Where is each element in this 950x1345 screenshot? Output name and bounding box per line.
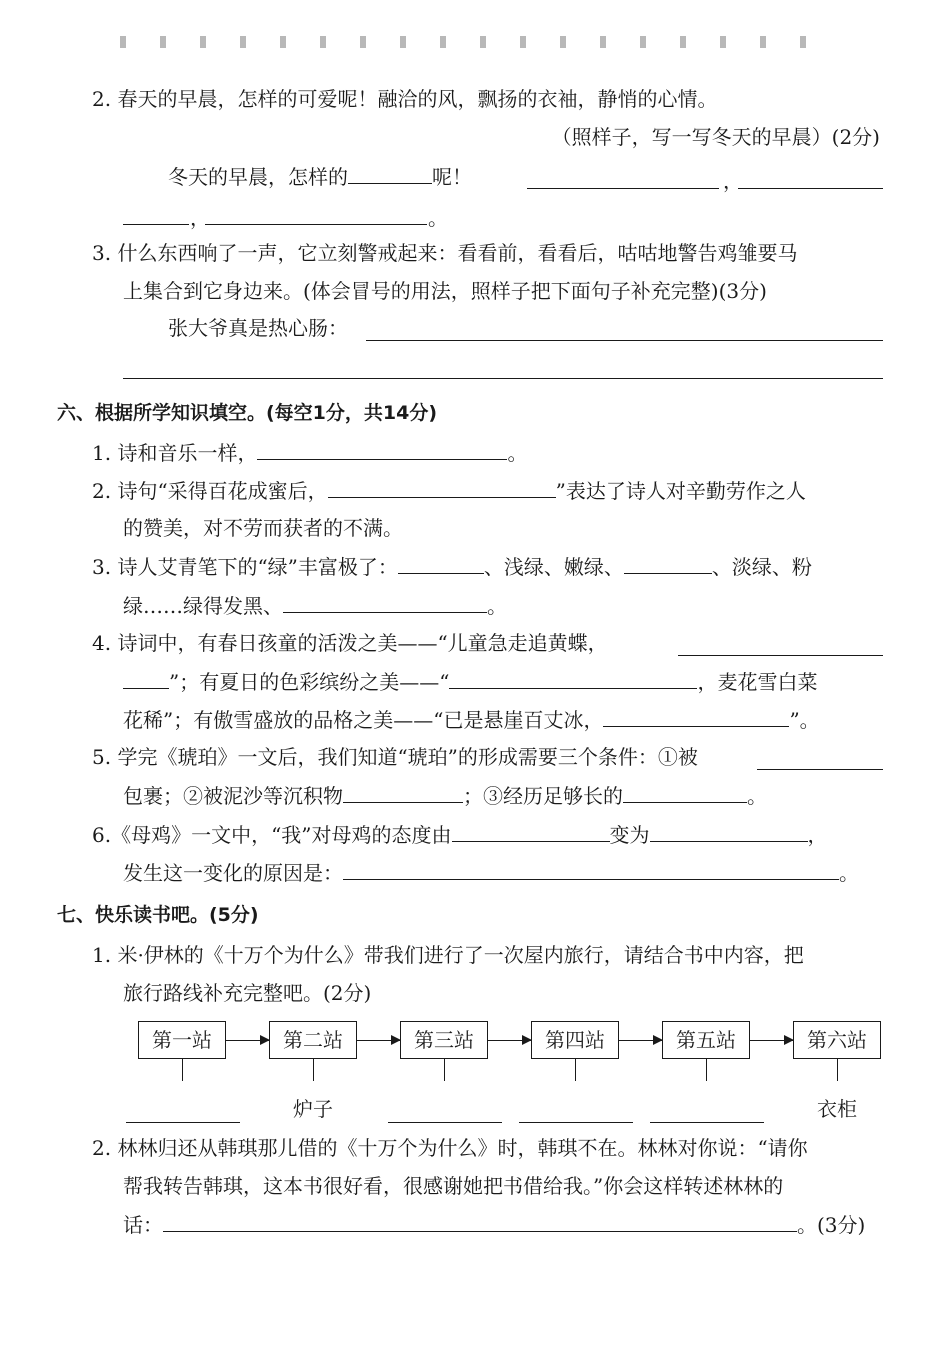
q6-6 — [92, 819, 828, 850]
q6-1 — [92, 437, 527, 468]
q7-2-line2: 帮我转告韩琪，这本书很好看，很感谢她把书借给我。”你会这样转述林林的 — [123, 1174, 784, 1198]
q6-6-line2 — [123, 857, 859, 888]
answer-blank[interactable] — [343, 780, 463, 803]
answer-blank[interactable] — [163, 1209, 797, 1232]
q6-3-line2 — [123, 590, 507, 621]
section-7-title: 七、快乐读书吧。(5分) — [57, 904, 259, 926]
connector-line — [444, 1059, 445, 1081]
answer-blank[interactable] — [603, 704, 789, 727]
q6-4-text-a: 4. 诗词中，有春日孩童的活泼之美——“儿童急走追黄蝶， — [92, 631, 608, 655]
station-answer-2: 炉子 — [293, 1097, 333, 1121]
q6-2-text-a: 2. 诗句“采得百花成蜜后， — [92, 479, 328, 503]
q6-3-text-b: 、浅绿、嫩绿、 — [483, 555, 624, 579]
answer-blank[interactable] — [257, 437, 507, 460]
q6-3-line2-text: 绿……绿得发黑、 — [123, 594, 283, 618]
q5-2-fill-line — [168, 161, 472, 192]
answer-blank[interactable] — [650, 819, 808, 842]
answer-blank[interactable] — [283, 590, 487, 613]
connector-line — [182, 1059, 183, 1081]
period: 。 — [747, 784, 767, 808]
arrow-icon — [619, 1040, 662, 1041]
answer-blank[interactable] — [527, 188, 719, 189]
arrow-icon — [226, 1040, 269, 1041]
connector-line — [837, 1059, 838, 1081]
q6-4-line3-b: ”。 — [789, 708, 820, 732]
q6-4-line2 — [123, 666, 817, 697]
answer-blank[interactable] — [398, 551, 484, 574]
q6-6-line2-text: 发生这一变化的原因是： — [123, 861, 343, 885]
answer-blank[interactable] — [650, 1122, 764, 1123]
connector-line — [313, 1059, 314, 1081]
q6-6-text-b: 变为 — [609, 823, 650, 847]
answer-blank[interactable] — [348, 161, 432, 184]
comma: ， — [723, 169, 743, 193]
q6-5-line2-b: ；③经历足够长的 — [463, 784, 623, 808]
comma: ， — [807, 823, 828, 847]
connector-line — [575, 1059, 576, 1081]
answer-blank[interactable] — [449, 666, 697, 689]
answer-blank[interactable] — [623, 780, 747, 803]
q6-5-text-a: 5. 学完《琥珀》一文后，我们知道“琥珀”的形成需要三个条件：①被 — [92, 745, 698, 769]
answer-blank[interactable] — [624, 551, 712, 574]
comma: ， — [190, 206, 210, 230]
q7-2-line3-a: 话： — [123, 1213, 163, 1237]
q6-4-line2-a: ”；有夏日的色彩缤纷之美——“ — [169, 670, 450, 694]
station-answer-6: 衣柜 — [817, 1097, 857, 1121]
q6-1-text: 1. 诗和音乐一样， — [92, 441, 258, 465]
q5-2-instruction: （照样子，写一写冬天的早晨）(2分) — [551, 125, 880, 149]
q6-4-line2-b: ，麦花雪白菜 — [697, 670, 818, 694]
answer-blank[interactable] — [126, 1122, 240, 1123]
answer-blank[interactable] — [519, 1122, 633, 1123]
answer-blank[interactable] — [388, 1122, 502, 1123]
arrow-icon — [357, 1040, 400, 1041]
station-box-5: 第五站 — [662, 1021, 750, 1059]
q7-1-line2: 旅行路线补充完整吧。(2分) — [123, 981, 372, 1005]
q6-4-line3 — [123, 704, 820, 735]
answer-blank[interactable] — [738, 188, 883, 189]
q7-2-line3-b: 。(3分) — [797, 1213, 866, 1237]
q6-3-text-c: 、淡绿、粉 — [711, 555, 812, 579]
q6-4 — [92, 628, 608, 658]
answer-blank[interactable] — [123, 378, 883, 379]
section-6-title: 六、根据所学知识填空。(每空1分，共14分) — [57, 402, 438, 424]
q6-6-text-a: 6.《母鸡》一文中，“我”对母鸡的态度由 — [92, 823, 452, 847]
station-box-2: 第二站 — [269, 1021, 357, 1059]
q6-4-line3-a: 花稀”；有傲雪盛放的品格之美——“已是悬崖百丈冰， — [123, 708, 604, 732]
q6-3-text-a: 3. 诗人艾青笔下的“绿”丰富极了： — [92, 555, 398, 579]
answer-blank[interactable] — [343, 857, 839, 880]
answer-blank[interactable] — [328, 475, 556, 498]
answer-blank[interactable] — [205, 224, 427, 225]
station-box-3: 第三站 — [400, 1021, 488, 1059]
connector-line — [706, 1059, 707, 1081]
q5-3-line2: 上集合到它身边来。(体会冒号的用法，照样子把下面句子补充完整)(3分) — [123, 279, 767, 303]
answer-blank[interactable] — [123, 666, 169, 689]
station-box-6: 第六站 — [793, 1021, 881, 1059]
q6-2 — [92, 475, 806, 506]
period: 。 — [487, 594, 507, 618]
q6-2-text-b: ”表达了诗人对辛勤劳作之人 — [555, 479, 806, 503]
station-box-4: 第四站 — [531, 1021, 619, 1059]
q5-2-prompt-b: 呢！ — [432, 165, 472, 189]
station-box-1: 第一站 — [138, 1021, 226, 1059]
arrow-icon — [488, 1040, 531, 1041]
answer-blank[interactable] — [452, 819, 610, 842]
answer-blank[interactable] — [678, 655, 883, 656]
q5-2-prompt-a: 冬天的早晨，怎样的 — [168, 165, 348, 189]
answer-blank[interactable] — [123, 224, 189, 225]
q6-3 — [92, 551, 812, 582]
q6-2-line2: 的赞美，对不劳而获者的不满。 — [123, 516, 403, 540]
cropped-previous-line — [120, 36, 840, 48]
q7-2-line1: 2. 林林归还从韩琪那儿借的《十万个为什么》时，韩琪不在。林林对你说：“请你 — [92, 1136, 808, 1160]
q5-2-prompt: 2. 春天的早晨，怎样的可爱呢！融洽的风，飘扬的衣袖，静悄的心情。 — [92, 87, 718, 111]
q7-2-line3 — [123, 1209, 865, 1240]
answer-blank[interactable] — [757, 769, 883, 770]
q5-3-line1: 3. 什么东西响了一声，它立刻警戒起来：看看前，看看后，咕咕地警告鸡雏要马 — [92, 241, 798, 265]
q6-5-line2 — [123, 780, 767, 811]
q6-5-line2-a: 包裹；②被泥沙等沉积物 — [123, 784, 343, 808]
period: 。 — [428, 206, 448, 230]
q7-1-line1: 1. 米·伊林的《十万个为什么》带我们进行了一次屋内旅行，请结合书中内容，把 — [92, 943, 804, 967]
q6-5 — [92, 742, 698, 772]
arrow-icon — [750, 1040, 793, 1041]
period: 。 — [507, 441, 528, 465]
answer-blank[interactable] — [366, 340, 883, 341]
q5-3-prompt: 张大爷真是热心肠： — [168, 316, 348, 340]
period: 。 — [839, 861, 859, 885]
